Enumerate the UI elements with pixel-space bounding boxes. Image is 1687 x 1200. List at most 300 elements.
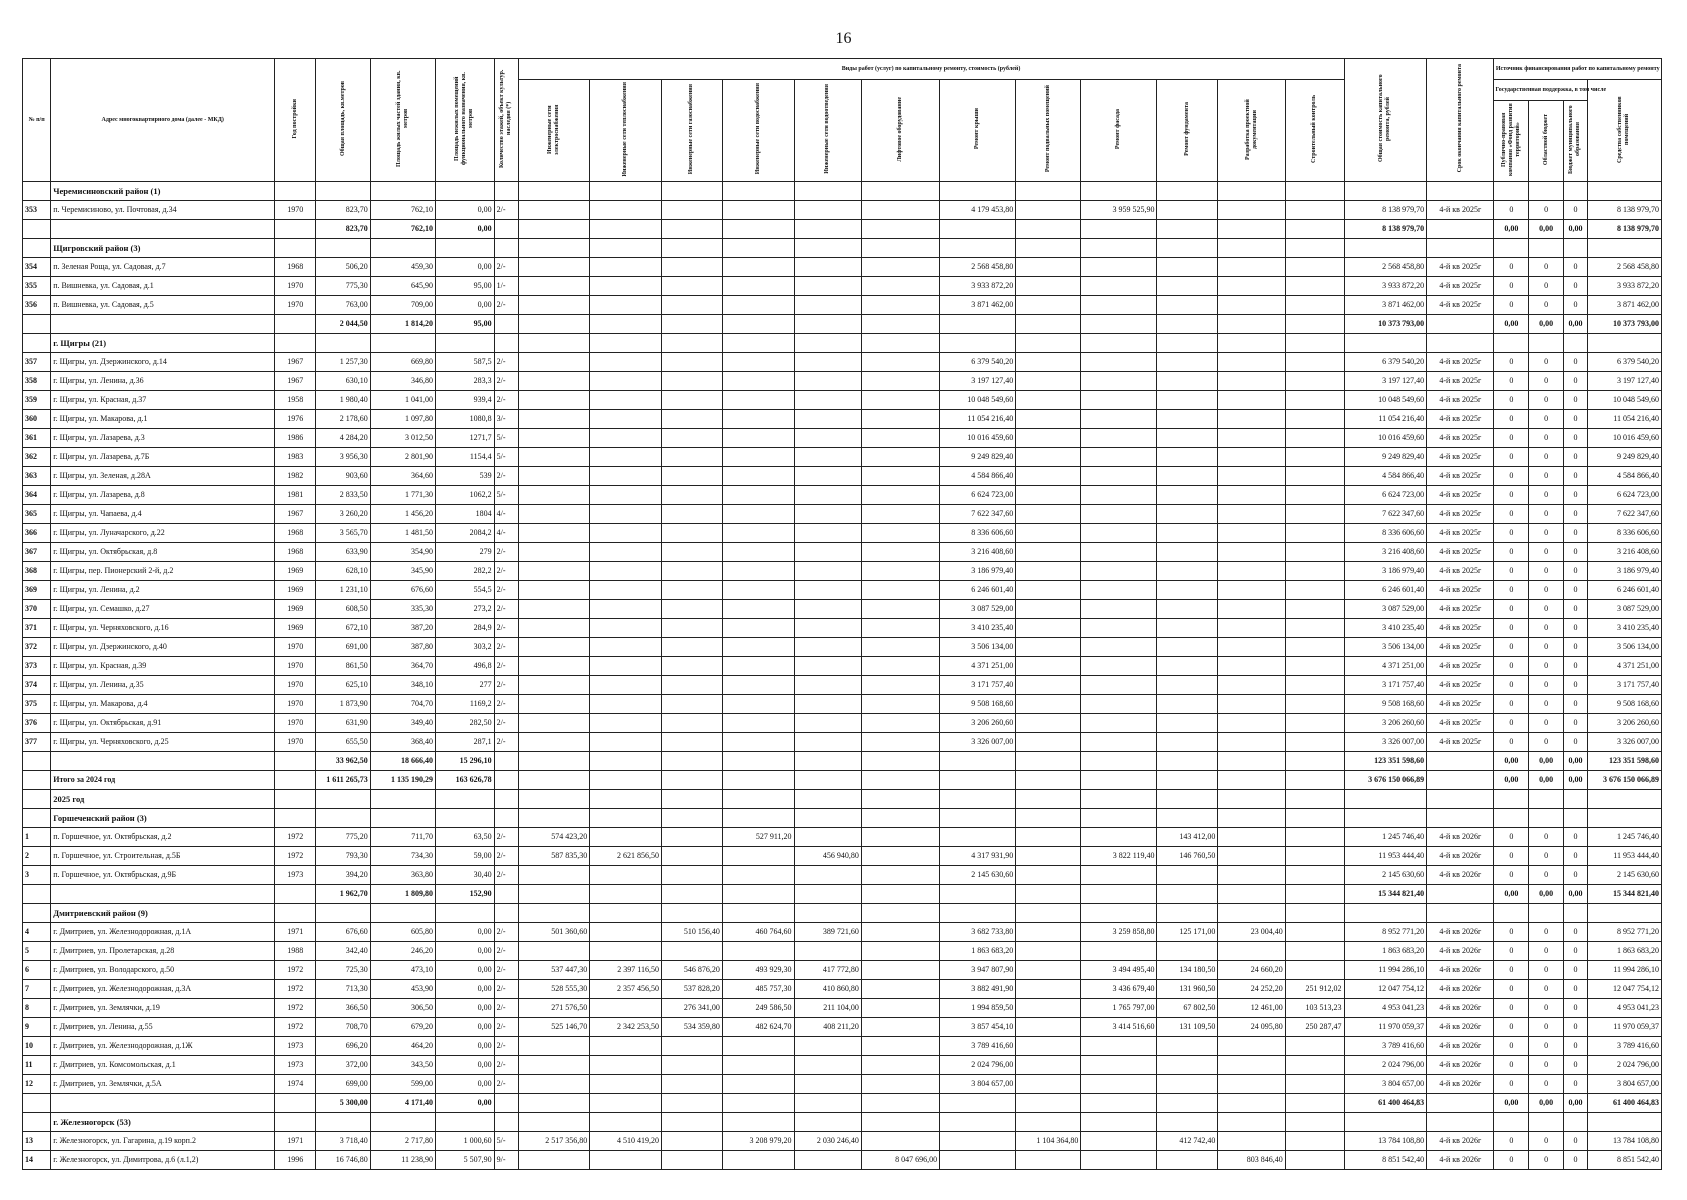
empty-cell bbox=[370, 239, 435, 258]
work-cost-cell: 276 341,00 bbox=[661, 999, 722, 1018]
work-cost-cell bbox=[590, 486, 662, 505]
work-cost-cell bbox=[1218, 391, 1285, 410]
living-area-cell: 11 238,90 bbox=[370, 1151, 435, 1170]
work-cost-cell bbox=[1157, 391, 1218, 410]
work-cost-cell bbox=[722, 524, 794, 543]
total-area-cell: 16 746,80 bbox=[316, 1151, 370, 1170]
address-cell: г. Щигры, ул. Черняховского, д.25 bbox=[51, 733, 275, 752]
table-row bbox=[23, 942, 1662, 961]
total-area-cell: 823,70 bbox=[316, 201, 370, 220]
work-cost-cell bbox=[590, 1075, 662, 1094]
work-cost-cell: 537 447,30 bbox=[518, 961, 590, 980]
regional-budget-cell: 0 bbox=[1529, 562, 1564, 581]
deadline-cell: 4-й кв 2026г bbox=[1427, 1132, 1494, 1151]
work-cost-cell bbox=[1218, 410, 1285, 429]
work-cost-cell bbox=[722, 562, 794, 581]
empty-cell bbox=[1157, 752, 1218, 771]
work-cost-cell bbox=[518, 372, 590, 391]
work-cost-cell bbox=[1016, 619, 1081, 638]
empty-cell bbox=[722, 239, 794, 258]
section-row bbox=[23, 809, 1662, 828]
municipal-budget-cell: 0 bbox=[1564, 505, 1588, 524]
regional-budget-cell: 0 bbox=[1529, 847, 1564, 866]
work-cost-cell bbox=[722, 1056, 794, 1075]
empty-cell bbox=[1285, 790, 1344, 809]
work-cost-cell bbox=[661, 695, 722, 714]
year-cell: 1970 bbox=[275, 714, 316, 733]
work-cost-cell bbox=[661, 448, 722, 467]
living-area-cell: 2 801,90 bbox=[370, 448, 435, 467]
fund-cell: 0 bbox=[1494, 733, 1529, 752]
work-cost-cell bbox=[1285, 448, 1344, 467]
municipal-budget-cell: 0 bbox=[1564, 733, 1588, 752]
row-number: 11 bbox=[23, 1056, 51, 1075]
work-cost-cell bbox=[1157, 410, 1218, 429]
work-cost-cell: 3 789 416,60 bbox=[940, 1037, 1016, 1056]
work-cost-cell bbox=[1218, 505, 1285, 524]
total-cost-sum: 15 344 821,40 bbox=[1344, 885, 1427, 904]
work-cost-cell: 1 994 859,50 bbox=[940, 999, 1016, 1018]
empty-cell bbox=[370, 334, 435, 353]
work-cost-cell bbox=[1157, 543, 1218, 562]
regional-budget-cell: 0 bbox=[1529, 1132, 1564, 1151]
work-cost-cell: 23 004,40 bbox=[1218, 923, 1285, 942]
empty-cell bbox=[370, 904, 435, 923]
empty-cell bbox=[275, 1094, 316, 1113]
municipal-budget-cell: 0 bbox=[1564, 258, 1588, 277]
table-body bbox=[23, 182, 1662, 1170]
empty-cell bbox=[494, 334, 518, 353]
work-cost-cell bbox=[1218, 1132, 1285, 1151]
empty-cell bbox=[661, 334, 722, 353]
work-cost-cell bbox=[1081, 372, 1157, 391]
empty-cell bbox=[1218, 1094, 1285, 1113]
empty-cell bbox=[275, 904, 316, 923]
work-cost-cell bbox=[722, 600, 794, 619]
table-row bbox=[23, 391, 1662, 410]
owners-funds-cell: 11 994 286,10 bbox=[1587, 961, 1661, 980]
deadline-cell: 4-й кв 2026г bbox=[1427, 961, 1494, 980]
empty-cell bbox=[518, 904, 590, 923]
empty-cell bbox=[794, 752, 861, 771]
regional-budget-cell: 0 bbox=[1529, 1151, 1564, 1170]
empty-cell bbox=[275, 885, 316, 904]
empty-cell bbox=[1427, 220, 1494, 239]
nonresidential-area-cell: 2084,2 bbox=[435, 524, 494, 543]
fund-cell: 0 bbox=[1494, 524, 1529, 543]
fund-sum: 0,00 bbox=[1494, 1094, 1529, 1113]
empty-cell bbox=[722, 904, 794, 923]
empty-cell bbox=[1494, 239, 1529, 258]
work-cost-cell bbox=[1081, 638, 1157, 657]
deadline-cell: 4-й кв 2026г bbox=[1427, 999, 1494, 1018]
empty-cell bbox=[1344, 239, 1427, 258]
work-cost-cell bbox=[1081, 714, 1157, 733]
empty-cell bbox=[435, 334, 494, 353]
municipal-budget-cell: 0 bbox=[1564, 410, 1588, 429]
empty-cell bbox=[940, 239, 1016, 258]
empty-cell bbox=[1285, 752, 1344, 771]
regional-budget-sum: 0,00 bbox=[1529, 885, 1564, 904]
work-cost-cell bbox=[1081, 619, 1157, 638]
work-cost-cell bbox=[1218, 562, 1285, 581]
row-number: 4 bbox=[23, 923, 51, 942]
table-row bbox=[23, 619, 1662, 638]
total-cost-cell: 4 584 866,40 bbox=[1344, 467, 1427, 486]
work-cost-cell bbox=[1081, 1132, 1157, 1151]
work-cost-cell bbox=[1016, 1037, 1081, 1056]
header-address: Адрес многоквартирного дома (далее - МКД) bbox=[51, 59, 275, 182]
work-cost-cell bbox=[861, 486, 939, 505]
living-area-cell: 676,60 bbox=[370, 581, 435, 600]
work-cost-cell bbox=[1157, 486, 1218, 505]
header-work-col: Инженерные сети газоснабжения bbox=[661, 80, 722, 182]
total-area-cell: 2 833,50 bbox=[316, 486, 370, 505]
year-cell: 1970 bbox=[275, 733, 316, 752]
address-cell: г. Дмитриев, ул. Ленина, д.55 bbox=[51, 1018, 275, 1037]
address-cell: п. Горшечное, ул. Октябрьская, д.9Б bbox=[51, 866, 275, 885]
work-cost-cell bbox=[1285, 695, 1344, 714]
work-cost-cell bbox=[722, 258, 794, 277]
regional-budget-cell: 0 bbox=[1529, 429, 1564, 448]
regional-budget-cell: 0 bbox=[1529, 372, 1564, 391]
total-area-cell: 699,00 bbox=[316, 1075, 370, 1094]
regional-budget-cell: 0 bbox=[1529, 258, 1564, 277]
municipal-budget-cell: 0 bbox=[1564, 1056, 1588, 1075]
empty-cell bbox=[1587, 790, 1661, 809]
header-total-cost: Общая стоимость капитального ремонта, рублей bbox=[1344, 59, 1427, 182]
work-cost-cell: 537 828,20 bbox=[661, 980, 722, 999]
floors-cell: 2/- bbox=[494, 961, 518, 980]
total-label bbox=[51, 220, 275, 239]
living-area-cell: 762,10 bbox=[370, 201, 435, 220]
living-area-cell: 387,80 bbox=[370, 638, 435, 657]
work-cost-cell bbox=[1285, 1056, 1344, 1075]
work-cost-cell bbox=[1157, 866, 1218, 885]
empty-cell bbox=[661, 1113, 722, 1132]
work-cost-cell bbox=[861, 296, 939, 315]
empty-cell bbox=[1564, 182, 1588, 201]
empty-cell bbox=[370, 182, 435, 201]
owners-funds-sum: 61 400 464,83 bbox=[1587, 1094, 1661, 1113]
work-cost-cell bbox=[794, 695, 861, 714]
row-number: 14 bbox=[23, 1151, 51, 1170]
work-cost-cell bbox=[661, 714, 722, 733]
deadline-cell: 4-й кв 2025г bbox=[1427, 581, 1494, 600]
address-cell: п. Горшечное, ул. Октябрьская, д.2 bbox=[51, 828, 275, 847]
work-cost-cell bbox=[1016, 467, 1081, 486]
work-cost-cell: 8 047 696,00 bbox=[861, 1151, 939, 1170]
deadline-cell: 4-й кв 2026г bbox=[1427, 980, 1494, 999]
header-living-area: Площадь жилых частей здания, кв. метров bbox=[370, 59, 435, 182]
year-cell: 1970 bbox=[275, 201, 316, 220]
address-cell: г. Щигры, ул. Зеленая, д.28А bbox=[51, 467, 275, 486]
municipal-budget-sum: 0,00 bbox=[1564, 1094, 1588, 1113]
header-work-col: Разработка проектной документации bbox=[1218, 80, 1285, 182]
empty-cell bbox=[494, 885, 518, 904]
empty-cell bbox=[1285, 315, 1344, 334]
empty-cell bbox=[861, 1094, 939, 1113]
owners-funds-cell: 6 379 540,20 bbox=[1587, 353, 1661, 372]
work-cost-cell: 3 959 525,90 bbox=[1081, 201, 1157, 220]
municipal-budget-cell: 0 bbox=[1564, 581, 1588, 600]
nonresidential-area-cell: 0,00 bbox=[435, 923, 494, 942]
work-cost-cell bbox=[590, 581, 662, 600]
empty-cell bbox=[1081, 220, 1157, 239]
empty-cell bbox=[1157, 771, 1218, 790]
living-area-sum: 18 666,40 bbox=[370, 752, 435, 771]
living-area-sum: 1 809,80 bbox=[370, 885, 435, 904]
header-work-col: Инженерные сети водоснабжения bbox=[722, 80, 794, 182]
empty-cell bbox=[590, 809, 662, 828]
work-cost-cell bbox=[1218, 942, 1285, 961]
work-cost-cell: 527 911,20 bbox=[722, 828, 794, 847]
empty-cell bbox=[1285, 220, 1344, 239]
empty-cell bbox=[940, 809, 1016, 828]
work-cost-cell bbox=[590, 543, 662, 562]
work-cost-cell bbox=[661, 676, 722, 695]
table-row bbox=[23, 657, 1662, 676]
work-cost-cell bbox=[1218, 600, 1285, 619]
empty-cell bbox=[316, 239, 370, 258]
total-cost-cell: 8 851 542,40 bbox=[1344, 1151, 1427, 1170]
deadline-cell: 4-й кв 2026г bbox=[1427, 828, 1494, 847]
work-cost-cell bbox=[518, 353, 590, 372]
header-works-group: Виды работ (услуг) по капитальному ремонту, стоимость (рублей) bbox=[518, 59, 1344, 80]
owners-funds-cell: 3 197 127,40 bbox=[1587, 372, 1661, 391]
work-cost-cell bbox=[1285, 524, 1344, 543]
empty-cell bbox=[1494, 904, 1529, 923]
work-cost-cell bbox=[1157, 581, 1218, 600]
empty-cell bbox=[1587, 334, 1661, 353]
table-row bbox=[23, 581, 1662, 600]
work-cost-cell bbox=[794, 543, 861, 562]
header-row-no: № п/п bbox=[23, 59, 51, 182]
empty-cell bbox=[940, 1094, 1016, 1113]
work-cost-cell bbox=[590, 410, 662, 429]
total-area-cell: 725,30 bbox=[316, 961, 370, 980]
owners-funds-sum: 10 373 793,00 bbox=[1587, 315, 1661, 334]
empty-cell bbox=[940, 885, 1016, 904]
work-cost-cell bbox=[1016, 448, 1081, 467]
empty-cell bbox=[1587, 1113, 1661, 1132]
empty-cell bbox=[1016, 752, 1081, 771]
regional-budget-cell: 0 bbox=[1529, 695, 1564, 714]
deadline-cell: 4-й кв 2025г bbox=[1427, 657, 1494, 676]
address-cell: г. Железногорск, ул. Гагарина, д.19 корп.2 bbox=[51, 1132, 275, 1151]
work-cost-cell: 4 317 931,90 bbox=[940, 847, 1016, 866]
empty-cell bbox=[1157, 1113, 1218, 1132]
municipal-budget-cell: 0 bbox=[1564, 638, 1588, 657]
total-area-cell: 3 260,20 bbox=[316, 505, 370, 524]
municipal-budget-cell: 0 bbox=[1564, 486, 1588, 505]
year-cell: 1970 bbox=[275, 277, 316, 296]
year-cell: 1969 bbox=[275, 600, 316, 619]
work-cost-cell bbox=[1081, 486, 1157, 505]
deadline-cell: 4-й кв 2025г bbox=[1427, 638, 1494, 657]
work-cost-cell bbox=[518, 1075, 590, 1094]
work-cost-cell: 2 621 856,50 bbox=[590, 847, 662, 866]
nonresidential-area-cell: 0,00 bbox=[435, 1018, 494, 1037]
empty-cell bbox=[435, 809, 494, 828]
municipal-budget-sum: 0,00 bbox=[1564, 220, 1588, 239]
work-cost-cell bbox=[661, 353, 722, 372]
work-cost-cell bbox=[1285, 486, 1344, 505]
empty-cell bbox=[661, 904, 722, 923]
table-row bbox=[23, 258, 1662, 277]
empty-cell bbox=[1081, 239, 1157, 258]
floors-cell: 2/- bbox=[494, 828, 518, 847]
address-cell: г. Щигры, ул. Ленина, д.35 bbox=[51, 676, 275, 695]
deadline-cell: 4-й кв 2026г bbox=[1427, 866, 1494, 885]
empty-cell bbox=[1285, 904, 1344, 923]
work-cost-cell bbox=[1081, 695, 1157, 714]
nonresidential-area-cell: 1062,2 bbox=[435, 486, 494, 505]
work-cost-cell bbox=[590, 619, 662, 638]
year-cell: 1996 bbox=[275, 1151, 316, 1170]
table-row bbox=[23, 543, 1662, 562]
fund-cell: 0 bbox=[1494, 543, 1529, 562]
work-cost-cell bbox=[1285, 543, 1344, 562]
work-cost-cell bbox=[518, 619, 590, 638]
work-cost-cell bbox=[518, 467, 590, 486]
regional-budget-sum: 0,00 bbox=[1529, 315, 1564, 334]
work-cost-cell bbox=[1218, 581, 1285, 600]
work-cost-cell bbox=[1285, 391, 1344, 410]
table-row bbox=[23, 638, 1662, 657]
table-row bbox=[23, 1075, 1662, 1094]
work-cost-cell: 501 360,60 bbox=[518, 923, 590, 942]
nonresidential-area-cell: 0,00 bbox=[435, 942, 494, 961]
deadline-cell: 4-й кв 2025г bbox=[1427, 372, 1494, 391]
total-area-cell: 633,90 bbox=[316, 543, 370, 562]
total-area-cell: 628,10 bbox=[316, 562, 370, 581]
section-title: Горшеченский район (3) bbox=[51, 809, 275, 828]
work-cost-cell: 125 171,00 bbox=[1157, 923, 1218, 942]
work-cost-cell: 3 087 529,00 bbox=[940, 600, 1016, 619]
empty-cell bbox=[1157, 885, 1218, 904]
table-row bbox=[23, 733, 1662, 752]
empty-cell bbox=[794, 790, 861, 809]
work-cost-cell bbox=[794, 410, 861, 429]
address-cell: г. Щигры, ул. Дзержинского, д.40 bbox=[51, 638, 275, 657]
empty-cell bbox=[722, 182, 794, 201]
work-cost-cell bbox=[661, 524, 722, 543]
work-cost-cell: 412 742,40 bbox=[1157, 1132, 1218, 1151]
empty-cell bbox=[494, 904, 518, 923]
total-cost-cell: 1 245 746,40 bbox=[1344, 828, 1427, 847]
nonresidential-area-sum: 15 296,10 bbox=[435, 752, 494, 771]
year-cell: 1982 bbox=[275, 467, 316, 486]
empty-cell bbox=[275, 220, 316, 239]
work-cost-cell bbox=[1016, 201, 1081, 220]
total-cost-cell: 6 379 540,20 bbox=[1344, 353, 1427, 372]
table-header bbox=[23, 59, 1662, 182]
work-cost-cell: 24 252,20 bbox=[1218, 980, 1285, 999]
total-area-sum: 2 044,50 bbox=[316, 315, 370, 334]
work-cost-cell bbox=[794, 467, 861, 486]
empty-cell bbox=[275, 790, 316, 809]
total-cost-cell: 3 197 127,40 bbox=[1344, 372, 1427, 391]
nonresidential-area-cell: 1154,4 bbox=[435, 448, 494, 467]
work-cost-cell bbox=[1081, 581, 1157, 600]
work-cost-cell: 410 860,80 bbox=[794, 980, 861, 999]
work-cost-cell bbox=[722, 657, 794, 676]
empty-cell bbox=[1564, 1113, 1588, 1132]
total-label bbox=[51, 315, 275, 334]
work-cost-cell bbox=[1081, 543, 1157, 562]
empty-cell bbox=[275, 239, 316, 258]
work-cost-cell bbox=[590, 277, 662, 296]
floors-cell: 2/- bbox=[494, 847, 518, 866]
empty-cell bbox=[861, 334, 939, 353]
deadline-cell: 4-й кв 2025г bbox=[1427, 714, 1494, 733]
deadline-cell: 4-й кв 2025г bbox=[1427, 543, 1494, 562]
work-cost-cell: 528 555,30 bbox=[518, 980, 590, 999]
empty-cell bbox=[1218, 885, 1285, 904]
empty-cell bbox=[940, 904, 1016, 923]
work-cost-cell bbox=[1285, 847, 1344, 866]
year-cell: 1970 bbox=[275, 638, 316, 657]
row-no-cell bbox=[23, 904, 51, 923]
floors-cell: 2/- bbox=[494, 923, 518, 942]
nonresidential-area-cell: 1271,7 bbox=[435, 429, 494, 448]
work-cost-cell bbox=[661, 1037, 722, 1056]
work-cost-cell bbox=[1157, 1037, 1218, 1056]
work-cost-cell bbox=[794, 600, 861, 619]
header-work-col: Строительный контроль bbox=[1285, 80, 1344, 182]
fund-cell: 0 bbox=[1494, 866, 1529, 885]
empty-cell bbox=[518, 315, 590, 334]
municipal-budget-cell: 0 bbox=[1564, 657, 1588, 676]
work-cost-cell bbox=[661, 391, 722, 410]
work-cost-cell bbox=[590, 1056, 662, 1075]
work-cost-cell: 417 772,80 bbox=[794, 961, 861, 980]
total-cost-cell: 8 952 771,20 bbox=[1344, 923, 1427, 942]
work-cost-cell bbox=[661, 201, 722, 220]
municipal-budget-cell: 0 bbox=[1564, 961, 1588, 980]
work-cost-cell: 10 016 459,60 bbox=[940, 429, 1016, 448]
work-cost-cell bbox=[861, 448, 939, 467]
work-cost-cell bbox=[794, 657, 861, 676]
row-number: 364 bbox=[23, 486, 51, 505]
regional-budget-cell: 0 bbox=[1529, 1075, 1564, 1094]
empty-cell bbox=[1587, 239, 1661, 258]
empty-cell bbox=[1157, 904, 1218, 923]
empty-cell bbox=[1157, 239, 1218, 258]
work-cost-cell bbox=[1285, 1132, 1344, 1151]
empty-cell bbox=[1016, 771, 1081, 790]
empty-cell bbox=[316, 182, 370, 201]
work-cost-cell bbox=[1157, 1075, 1218, 1094]
fund-cell: 0 bbox=[1494, 980, 1529, 999]
work-cost-cell bbox=[590, 562, 662, 581]
work-cost-cell: 131 960,50 bbox=[1157, 980, 1218, 999]
floors-cell: 2/- bbox=[494, 733, 518, 752]
work-cost-cell: 3 494 495,40 bbox=[1081, 961, 1157, 980]
owners-funds-cell: 3 206 260,60 bbox=[1587, 714, 1661, 733]
work-cost-cell bbox=[794, 296, 861, 315]
work-cost-cell: 2 357 456,50 bbox=[590, 980, 662, 999]
living-area-cell: 669,80 bbox=[370, 353, 435, 372]
work-cost-cell bbox=[1218, 277, 1285, 296]
fund-cell: 0 bbox=[1494, 1075, 1529, 1094]
empty-cell bbox=[1344, 1113, 1427, 1132]
fund-cell: 0 bbox=[1494, 828, 1529, 847]
table-row bbox=[23, 296, 1662, 315]
deadline-cell: 4-й кв 2025г bbox=[1427, 733, 1494, 752]
work-cost-cell bbox=[1285, 923, 1344, 942]
